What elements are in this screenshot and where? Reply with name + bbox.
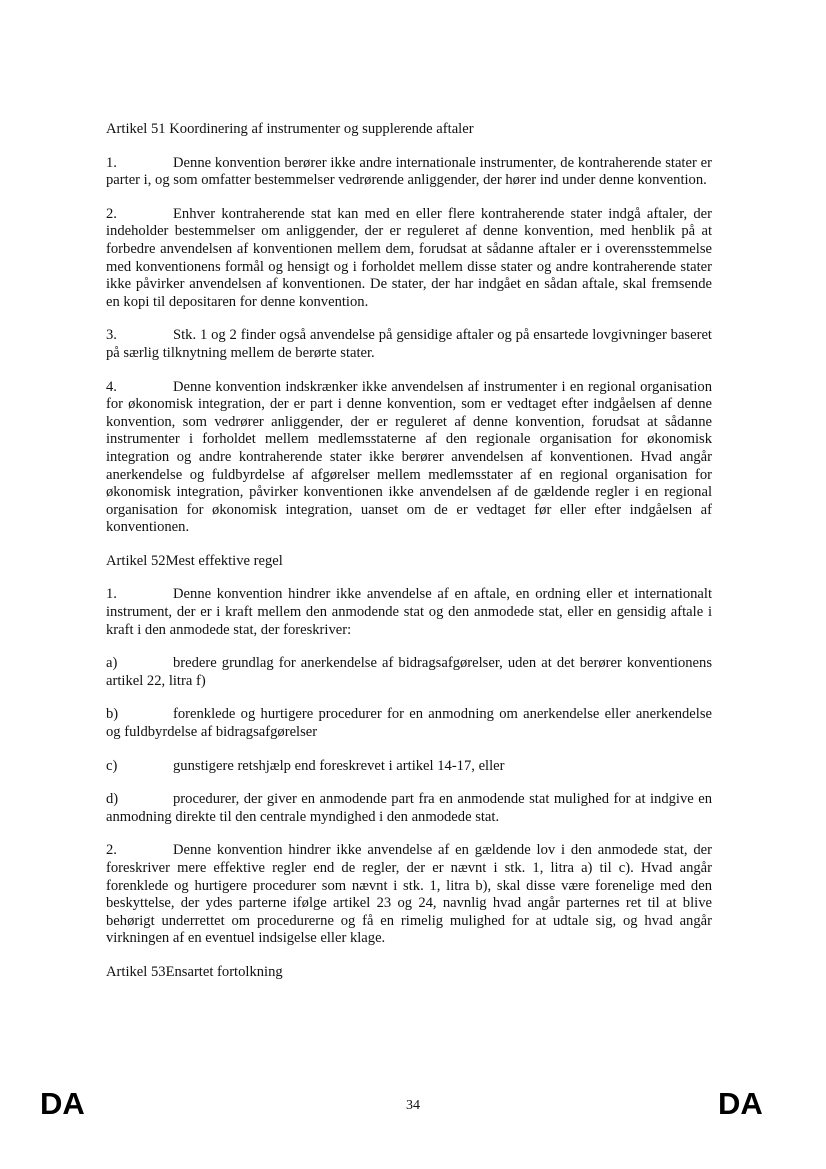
list-item-letter: a): [106, 655, 118, 672]
article-heading: Artikel 51 Koordinering af instrumenter og supplerende aftaler: [106, 121, 474, 137]
list-item: [106, 655, 712, 690]
paragraph-number: 2.: [106, 842, 117, 859]
language-code-right: DA: [718, 1086, 763, 1121]
list-item-letter: c): [106, 757, 118, 774]
paragraph-text: Denne konvention berører ikke andre internationale instrumenter, de kontraherende stater er parter i, og som omfatter bestemmelser vedrørende anliggender, der hører ind under denne konvention.: [106, 154, 712, 189]
list-item: [106, 706, 712, 741]
page-number: 34: [406, 1098, 420, 1113]
article-heading: Artikel 52Mest effektive regel: [106, 552, 283, 569]
paragraph: [106, 586, 712, 639]
paragraph-number: 1.: [106, 586, 117, 603]
paragraph: [106, 842, 712, 948]
list-item-text: procedurer, der giver en anmodende part fra en anmodende stat mulighed for at indgive en anmodning direkte til den centrale myndighed i den anmodede stat.: [106, 791, 712, 825]
paragraph-text: Stk. 1 og 2 finder også anvendelse på gensidige aftaler og på ensartede lovgivninger baseret på særlig tilknytning mellem de berørte stater.: [106, 327, 712, 361]
paragraph: [106, 327, 712, 362]
paragraph-number: 1.: [106, 154, 117, 171]
list-item-text: bredere grundlag for anerkendelse af bidragsafgørelser, uden at det berører konventionens artikel 22, litra f): [106, 655, 712, 689]
paragraph-number: 3.: [106, 327, 117, 344]
list-item: [106, 758, 712, 776]
document-body: [106, 121, 712, 998]
list-item-letter: d): [106, 791, 119, 808]
article-53: [106, 964, 712, 982]
list-item-text: forenklede og hurtigere procedurer for en anmodning om anerkendelse eller anerkendelse og fuldbyrdelse af bidragsafgørelser: [106, 706, 712, 741]
paragraph-text: Enhver kontraherende stat kan med en eller flere kontraherende stater indgå aftaler, der indeholder bestemmelser om anliggender, der er reguleret af denne konvention, med henblik på at forbedre anvendelsen af konventionen mellem dem, forudsat at sådanne aftaler er i overensstemmelse med konventionens formål og hensigt og i forholdet mellem disse stater og andre kontraherende stater ikke påvirker anvendelsen af konventionen. De stater, der har indgået en sådan aftale, skal fremsende en kopi til depositaren for denne konvention.: [106, 205, 712, 310]
paragraph-number: 4.: [106, 378, 117, 395]
paragraph-text: Denne konvention hindrer ikke anvendelse af en gældende lov i den anmodede stat, der foreskriver mere effektive regler end de regler, der er nævnt i stk. 1, litra a) til c). Hvad angår forenklede og hurtigere procedurer som nævnt i stk. 1, litra b), skal disse være forenelige med den beskyttelse, der ydes parterne ifølge artikel 23 og 24, navnlig hvad angår parternes ret til at blive behørigt underrettet om procedurerne og få en rimelig mulighed for at udtale sig, og hvad angår virkningen af en eventuel indsigelse eller klage.: [106, 842, 712, 947]
article-heading: Artikel 53Ensartet fortolkning: [106, 963, 283, 980]
paragraph: [106, 379, 712, 537]
paragraph-number: 2.: [106, 205, 117, 222]
paragraph-text: Denne konvention hindrer ikke anvendelse af en aftale, en ordning eller et internationalt instrument, der er i kraft mellem den anmodende stat og den anmodede stat, eller en gensidig aftale i kraft i den anmodede stat, der foreskriver:: [106, 586, 712, 638]
article-51: [106, 121, 712, 537]
paragraph: [106, 155, 712, 190]
article-52: [106, 553, 712, 948]
language-code-left: DA: [40, 1086, 85, 1121]
list-item: [106, 791, 712, 826]
list-item-letter: b): [106, 706, 119, 723]
list-item-text: gunstigere retshjælp end foreskrevet i artikel 14-17, eller: [173, 757, 505, 774]
paragraph-text: Denne konvention indskrænker ikke anvendelsen af instrumenter i en regional organisation for økonomisk integration, der er part i denne konvention, som er vedtaget efter indgåelsen af denne konvention, som vedrører anliggender, der er reguleret af denne konvention, forudsat at sådanne instrumenter i forholdet mellem medlemsstaterne af den regionale organisation for økonomisk integration og andre kontraherende stater ikke berører anvendelsen af konventionen. Hvad angår anerkendelse og fuldbyrdelse af afgørelser mellem medlemsstater af en regional organisation for økonomisk integration, påvirker konventionen ikke anvendelsen af de gældende regler i en regional organisation for økonomisk integration, uanset om de er vedtaget før eller efter indgåelsen af konventionen.: [106, 378, 712, 536]
paragraph: [106, 206, 712, 312]
